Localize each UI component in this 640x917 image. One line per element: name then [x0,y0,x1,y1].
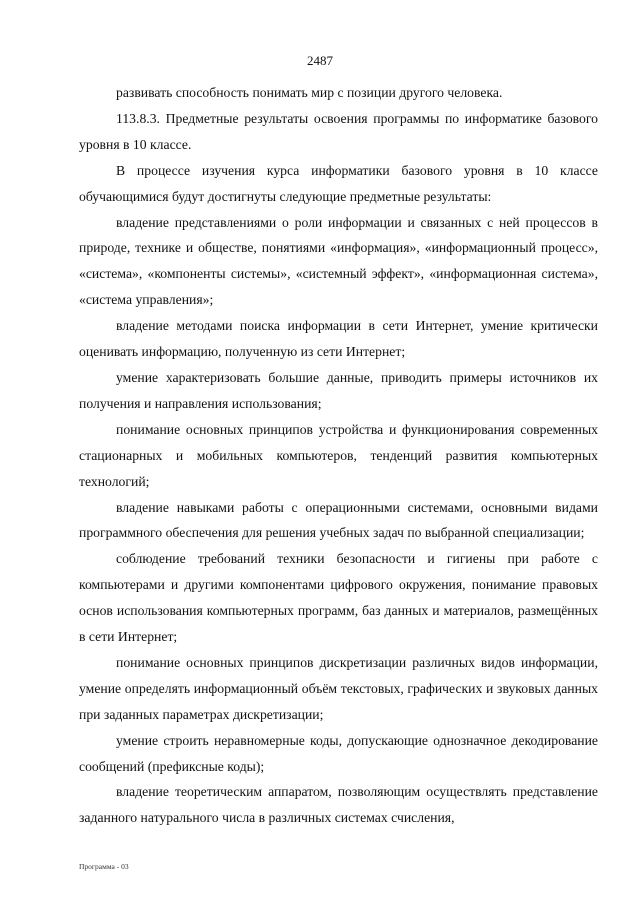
footer-label: Программа - 03 [79,862,129,871]
list-item-paragraph: понимание основных принципов дискретизации различных видов информации, умение определять информационный объём текстовых, графических и звуковых данных при заданных параметрах дискретизации; [79,654,598,722]
list-item-paragraph: умение характеризовать большие данные, приводить примеры источников их получения и направления использования; [79,369,598,411]
list-item-paragraph: умение строить неравномерные коды, допускающие однозначное декодирование сообщений (префиксные коды); [79,732,598,774]
list-item-paragraph: владение теоретическим аппаратом, позволяющим осуществлять представление заданного натурального числа в различных системах счисления, [79,784,598,826]
list-item-paragraph: понимание основных принципов устройства и функционирования современных стационарных и мобильных компьютеров, тенденций развития компьютерных технологий; [79,421,598,489]
paragraph: В процессе изучения курса информатики базового уровня в 10 классе обучающимися будут достигнуты следующие предметные результаты: [79,162,598,204]
page-number: 2487 [307,53,333,68]
list-item-paragraph: владение представлениями о роли информации и связанных с ней процессов в природе, технике и обществе, понятиями «информация», «информационный процесс», «система», «компоненты системы», «системный эффект», «информационная система», «система управления»; [79,214,598,308]
section-heading-paragraph: 113.8.3. Предметные результаты освоения программы по информатике базового уровня в 10 классе. [79,110,598,152]
list-item-paragraph: владение навыками работы с операционными системами, основными видами программного обеспечения для решения учебных задач по выбранной специализации; [79,499,598,541]
document-body [79,80,598,831]
list-item-paragraph: владение методами поиска информации в сети Интернет, умение критически оценивать информацию, полученную из сети Интернет; [79,318,598,360]
list-item-paragraph: соблюдение требований техники безопасности и гигиены при работе с компьютерами и другими компонентами цифрового окружения, понимание правовых основ использования компьютерных программ, баз данных и материалов, размещённых в сети Интернет; [79,551,598,645]
paragraph: развивать способность понимать мир с позиции другого человека. [116,85,503,100]
